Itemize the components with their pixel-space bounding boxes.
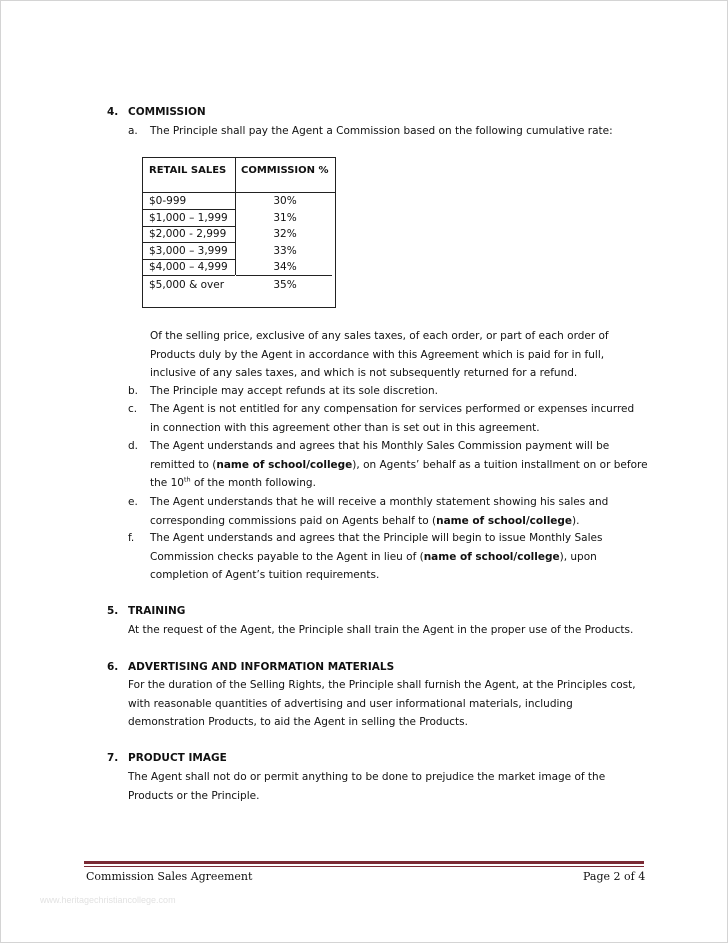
paragraph-line: At the request of the Agent, the Principle shall train the Agent in the proper use of the Products.	[128, 624, 634, 636]
table-row	[143, 193, 335, 210]
paragraph-line	[150, 474, 640, 493]
section-body	[128, 768, 618, 805]
table-rule	[143, 226, 235, 227]
table-cell-range: $1,000 – 1,999	[149, 211, 228, 224]
paragraph-line: Of the selling price, exclusive of any sales taxes, of each order, or part of each order of	[150, 330, 609, 342]
ordinal-suffix: th	[183, 475, 191, 484]
table-rule	[143, 259, 235, 260]
text-run: ), upon	[559, 550, 597, 563]
item-text	[150, 493, 640, 530]
item-letter: b.	[128, 385, 139, 397]
commission-rate-table	[142, 157, 336, 308]
table-cell-rate: 32%	[273, 228, 297, 241]
item-letter: f.	[128, 532, 135, 544]
item-text	[150, 400, 640, 437]
section-number: 6.	[107, 661, 119, 673]
section-body	[128, 676, 636, 732]
paragraph-line	[150, 456, 648, 475]
table-row	[143, 243, 335, 260]
table-cell-rate: 31%	[273, 211, 297, 224]
item-letter: d.	[128, 440, 139, 452]
section-number: 5.	[107, 605, 119, 617]
item-letter: a.	[128, 125, 138, 137]
text-run: ), on Agents’ behalf as a tuition installment on or before	[352, 458, 648, 471]
table-cell-range: $0-999	[149, 195, 187, 207]
paragraph-line: with reasonable quantities of advertising and user informational materials, including	[128, 697, 573, 710]
table-row	[143, 226, 335, 243]
footer-page-number: Page 2 of 4	[583, 870, 646, 883]
table-cell-range: $5,000 & over	[149, 279, 225, 291]
section-title: ADVERTISING AND INFORMATION MATERIALS	[128, 661, 395, 673]
table-cell-rate: 35%	[273, 279, 297, 291]
paragraph-line: The Agent shall not do or permit anything to be done to prejudice the market image of the	[128, 771, 606, 783]
table-cell-rate: 30%	[273, 195, 297, 207]
section-title: PRODUCT IMAGE	[128, 752, 227, 764]
item-text: The Principle may accept refunds at its sole discretion.	[150, 385, 438, 397]
text-run: of the month following.	[190, 477, 316, 489]
paragraph-line: For the duration of the Selling Rights, the Principle shall furnish the Agent, at the Principles cost,	[128, 679, 636, 691]
table-cell-range: $3,000 – 3,999	[149, 244, 228, 257]
table-rule	[143, 209, 235, 210]
paragraph-line: in connection with this agreement other than is set out in this agreement.	[150, 421, 540, 434]
paragraph-line	[150, 548, 640, 567]
item-letter: c.	[128, 403, 138, 415]
item-text	[150, 437, 648, 493]
table-cell-range: $2,000 - 2,999	[149, 228, 227, 241]
table-cell-rate: 33%	[273, 244, 297, 257]
text-run: the 10	[150, 477, 184, 489]
paragraph-line: The Agent understands and agrees that his Monthly Sales Commission payment will be	[150, 440, 610, 452]
section-title: TRAINING	[128, 605, 186, 617]
footer-document-title: Commission Sales Agreement	[86, 870, 253, 883]
footer-rule	[84, 866, 644, 867]
footer-rule	[84, 861, 644, 864]
table-header-retail-sales: RETAIL SALES	[149, 165, 227, 176]
school-name-placeholder: name of school/college	[436, 514, 573, 527]
section-title: COMMISSION	[128, 106, 206, 118]
watermark-text: www.heritagechristiancollege.com	[40, 895, 176, 905]
table-row	[143, 259, 335, 276]
table-row	[143, 277, 335, 294]
section-number: 4.	[107, 106, 119, 118]
table-cell-range: $4,000 – 4,999	[149, 261, 228, 274]
paragraph-line: The Agent is not entitled for any compensation for services performed or expenses incurred	[150, 403, 635, 415]
section-number: 7.	[107, 752, 119, 764]
school-name-placeholder: name of school/college	[423, 550, 560, 563]
item-text	[150, 529, 640, 585]
commission-basis-paragraph	[150, 327, 640, 383]
paragraph-line	[150, 512, 640, 531]
paragraph-line: Products or the Principle.	[128, 789, 260, 802]
text-run: corresponding commissions paid on Agents behalf to (	[150, 514, 437, 527]
table-header-commission: COMMISSION %	[241, 165, 329, 176]
table-divider	[235, 193, 236, 275]
table-row	[143, 210, 335, 227]
paragraph-line: Products duly by the Agent in accordance with this Agreement which is paid for in full,	[150, 348, 605, 361]
text-run: Commission checks payable to the Agent in lieu of (	[150, 550, 424, 563]
item-letter: e.	[128, 496, 138, 508]
text-run: ).	[572, 514, 580, 527]
table-rule	[143, 242, 235, 243]
paragraph-line: The Agent understands that he will receive a monthly statement showing his sales and	[150, 496, 609, 508]
table-divider	[235, 158, 236, 192]
paragraph-line: completion of Agent’s tuition requirements.	[150, 569, 380, 581]
text-run: remitted to (	[150, 458, 217, 471]
item-text: The Principle shall pay the Agent a Commission based on the following cumulative rate:	[150, 125, 613, 137]
table-cell-rate: 34%	[273, 261, 297, 274]
paragraph-line: inclusive of any sales taxes, and which is not subsequently returned for a refund.	[150, 367, 578, 379]
paragraph-line: The Agent understands and agrees that the Principle will begin to issue Monthly Sales	[150, 532, 603, 544]
school-name-placeholder: name of school/college	[216, 458, 353, 471]
table-rule	[143, 275, 235, 276]
table-rule	[236, 275, 332, 276]
paragraph-line: demonstration Products, to aid the Agent in selling the Products.	[128, 716, 468, 728]
